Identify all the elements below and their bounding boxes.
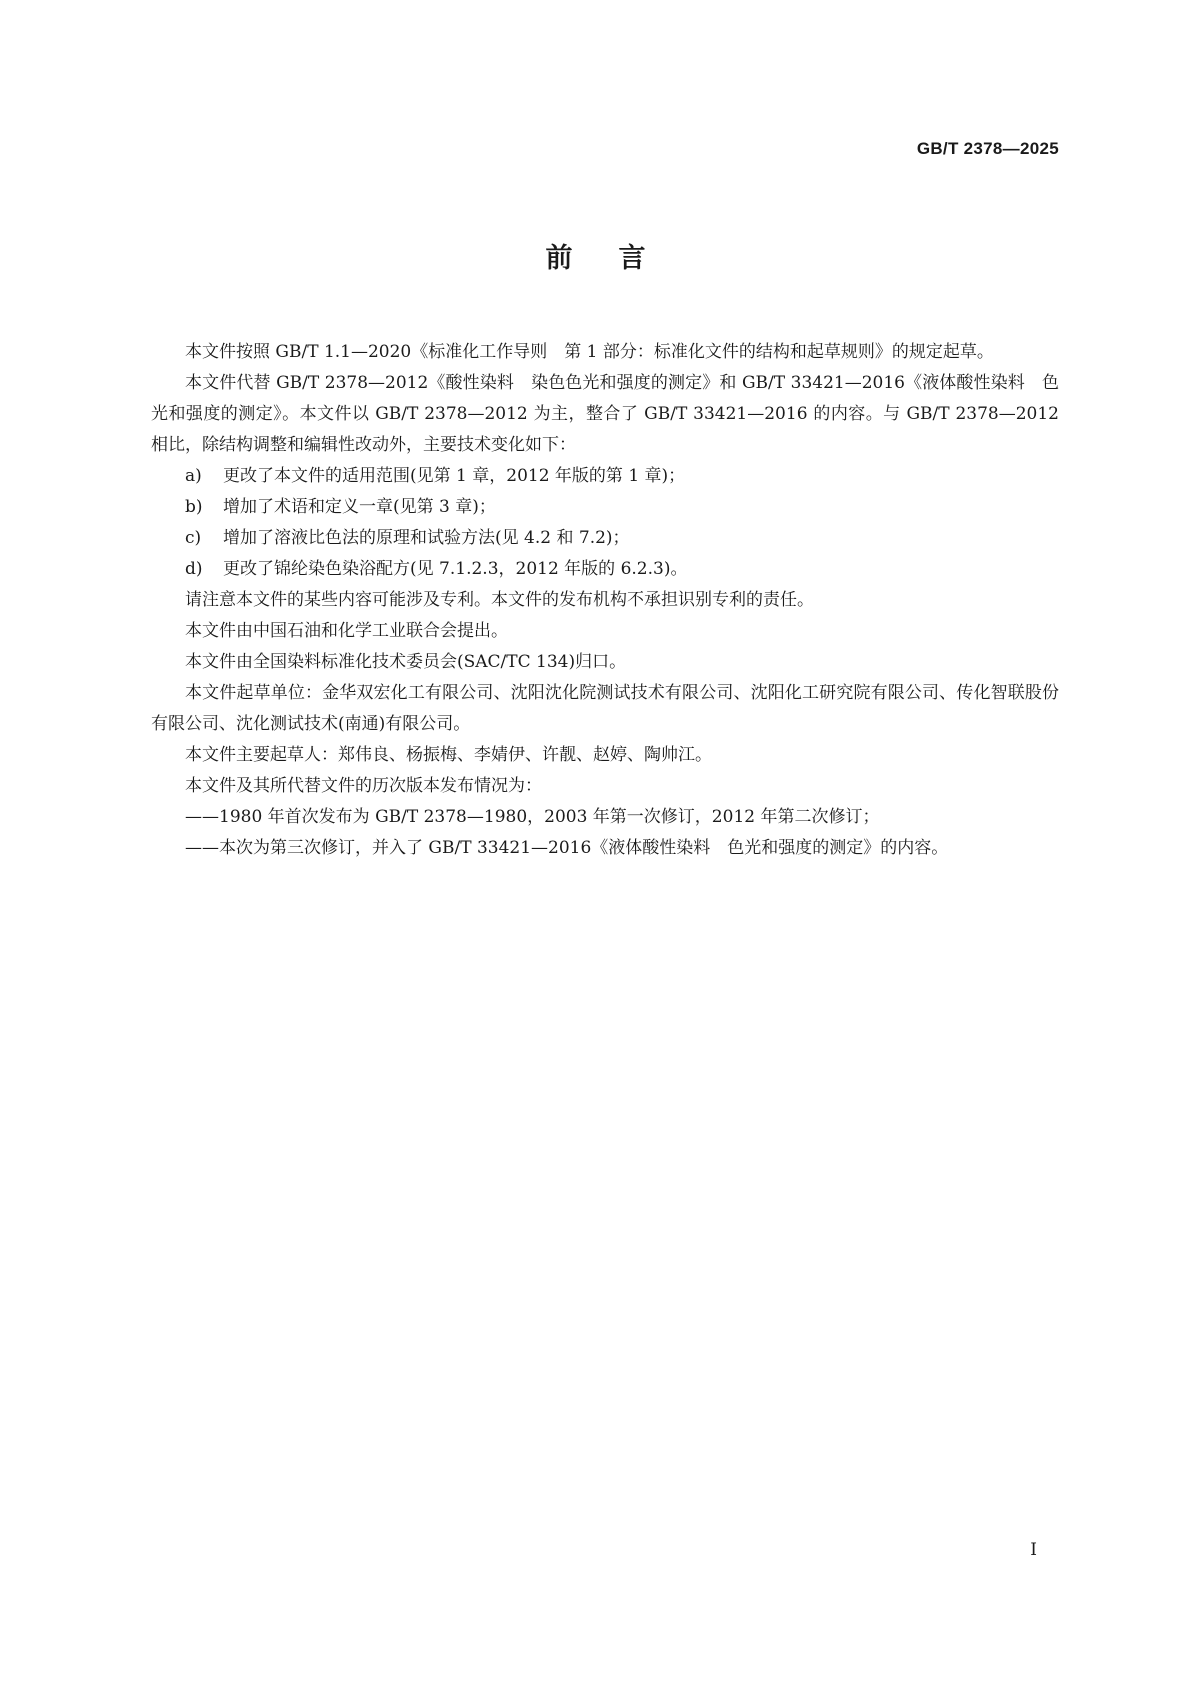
paragraph-drafting-units: 本文件起草单位：金华双宏化工有限公司、沈阳沈化院测试技术有限公司、沈阳化工研究院有限公司、传化智联股份有限公司、沈化测试技术(南通)有限公司。 <box>151 683 1059 734</box>
page-number: I <box>1030 1540 1037 1560</box>
change-item-b <box>151 492 1059 523</box>
paragraph-drafting-rules: 本文件按照 GB/T 1.1—2020《标准化工作导则 第 1 部分：标准化文件的结构和起草规则》的规定起草。 <box>185 342 994 362</box>
foreword-body <box>151 337 1059 864</box>
paragraph-replacement: 本文件代替 GB/T 2378—2012《酸性染料 染色色光和强度的测定》和 GB/T 33421—2016《液体酸性染料 色光和强度的测定》。本文件以 GB/T 2378—2012 为主，整合了 GB/T 33421—2016 的内容。与 GB/T 2378—2012 相比，除结构调整和编辑性改动外，主要技术变化如下： <box>151 373 1059 455</box>
list-text: 增加了溶液比色法的原理和试验方法(见 4.2 和 7.2)； <box>223 528 630 548</box>
list-marker: d) <box>185 559 203 579</box>
paragraph-proposer: 本文件由中国石油和化学工业联合会提出。 <box>185 621 508 641</box>
history-item-2: ——本次为第三次修订，并入了 GB/T 33421—2016《液体酸性染料 色光和强度的测定》的内容。 <box>185 838 949 858</box>
list-text: 更改了本文件的适用范围(见第 1 章，2012 年版的第 1 章)； <box>223 466 686 486</box>
change-item-c <box>151 523 1059 554</box>
change-item-d <box>151 554 1059 585</box>
history-item-1: ——1980 年首次发布为 GB/T 2378—1980，2003 年第一次修订，2012 年第二次修订； <box>185 807 880 827</box>
paragraph-committee: 本文件由全国染料标准化技术委员会(SAC/TC 134)归口。 <box>185 652 627 672</box>
standard-code-header: GB/T 2378—2025 <box>916 139 1059 158</box>
change-item-a <box>151 461 1059 492</box>
paragraph-drafters: 本文件主要起草人：郑伟良、杨振梅、李婧伊、许靓、赵婷、陶帅江。 <box>185 745 712 765</box>
list-marker: c) <box>185 528 202 548</box>
list-marker: b) <box>185 497 203 517</box>
list-text: 增加了术语和定义一章(见第 3 章)； <box>223 497 496 517</box>
paragraph-version-history: 本文件及其所代替文件的历次版本发布情况为： <box>185 776 542 796</box>
paragraph-patent-notice: 请注意本文件的某些内容可能涉及专利。本文件的发布机构不承担识别专利的责任。 <box>185 590 814 610</box>
page-title: 前言 <box>545 243 692 274</box>
list-text: 更改了锦纶染色染浴配方(见 7.1.2.3，2012 年版的 6.2.3)。 <box>223 559 688 579</box>
list-marker: a) <box>185 466 202 486</box>
